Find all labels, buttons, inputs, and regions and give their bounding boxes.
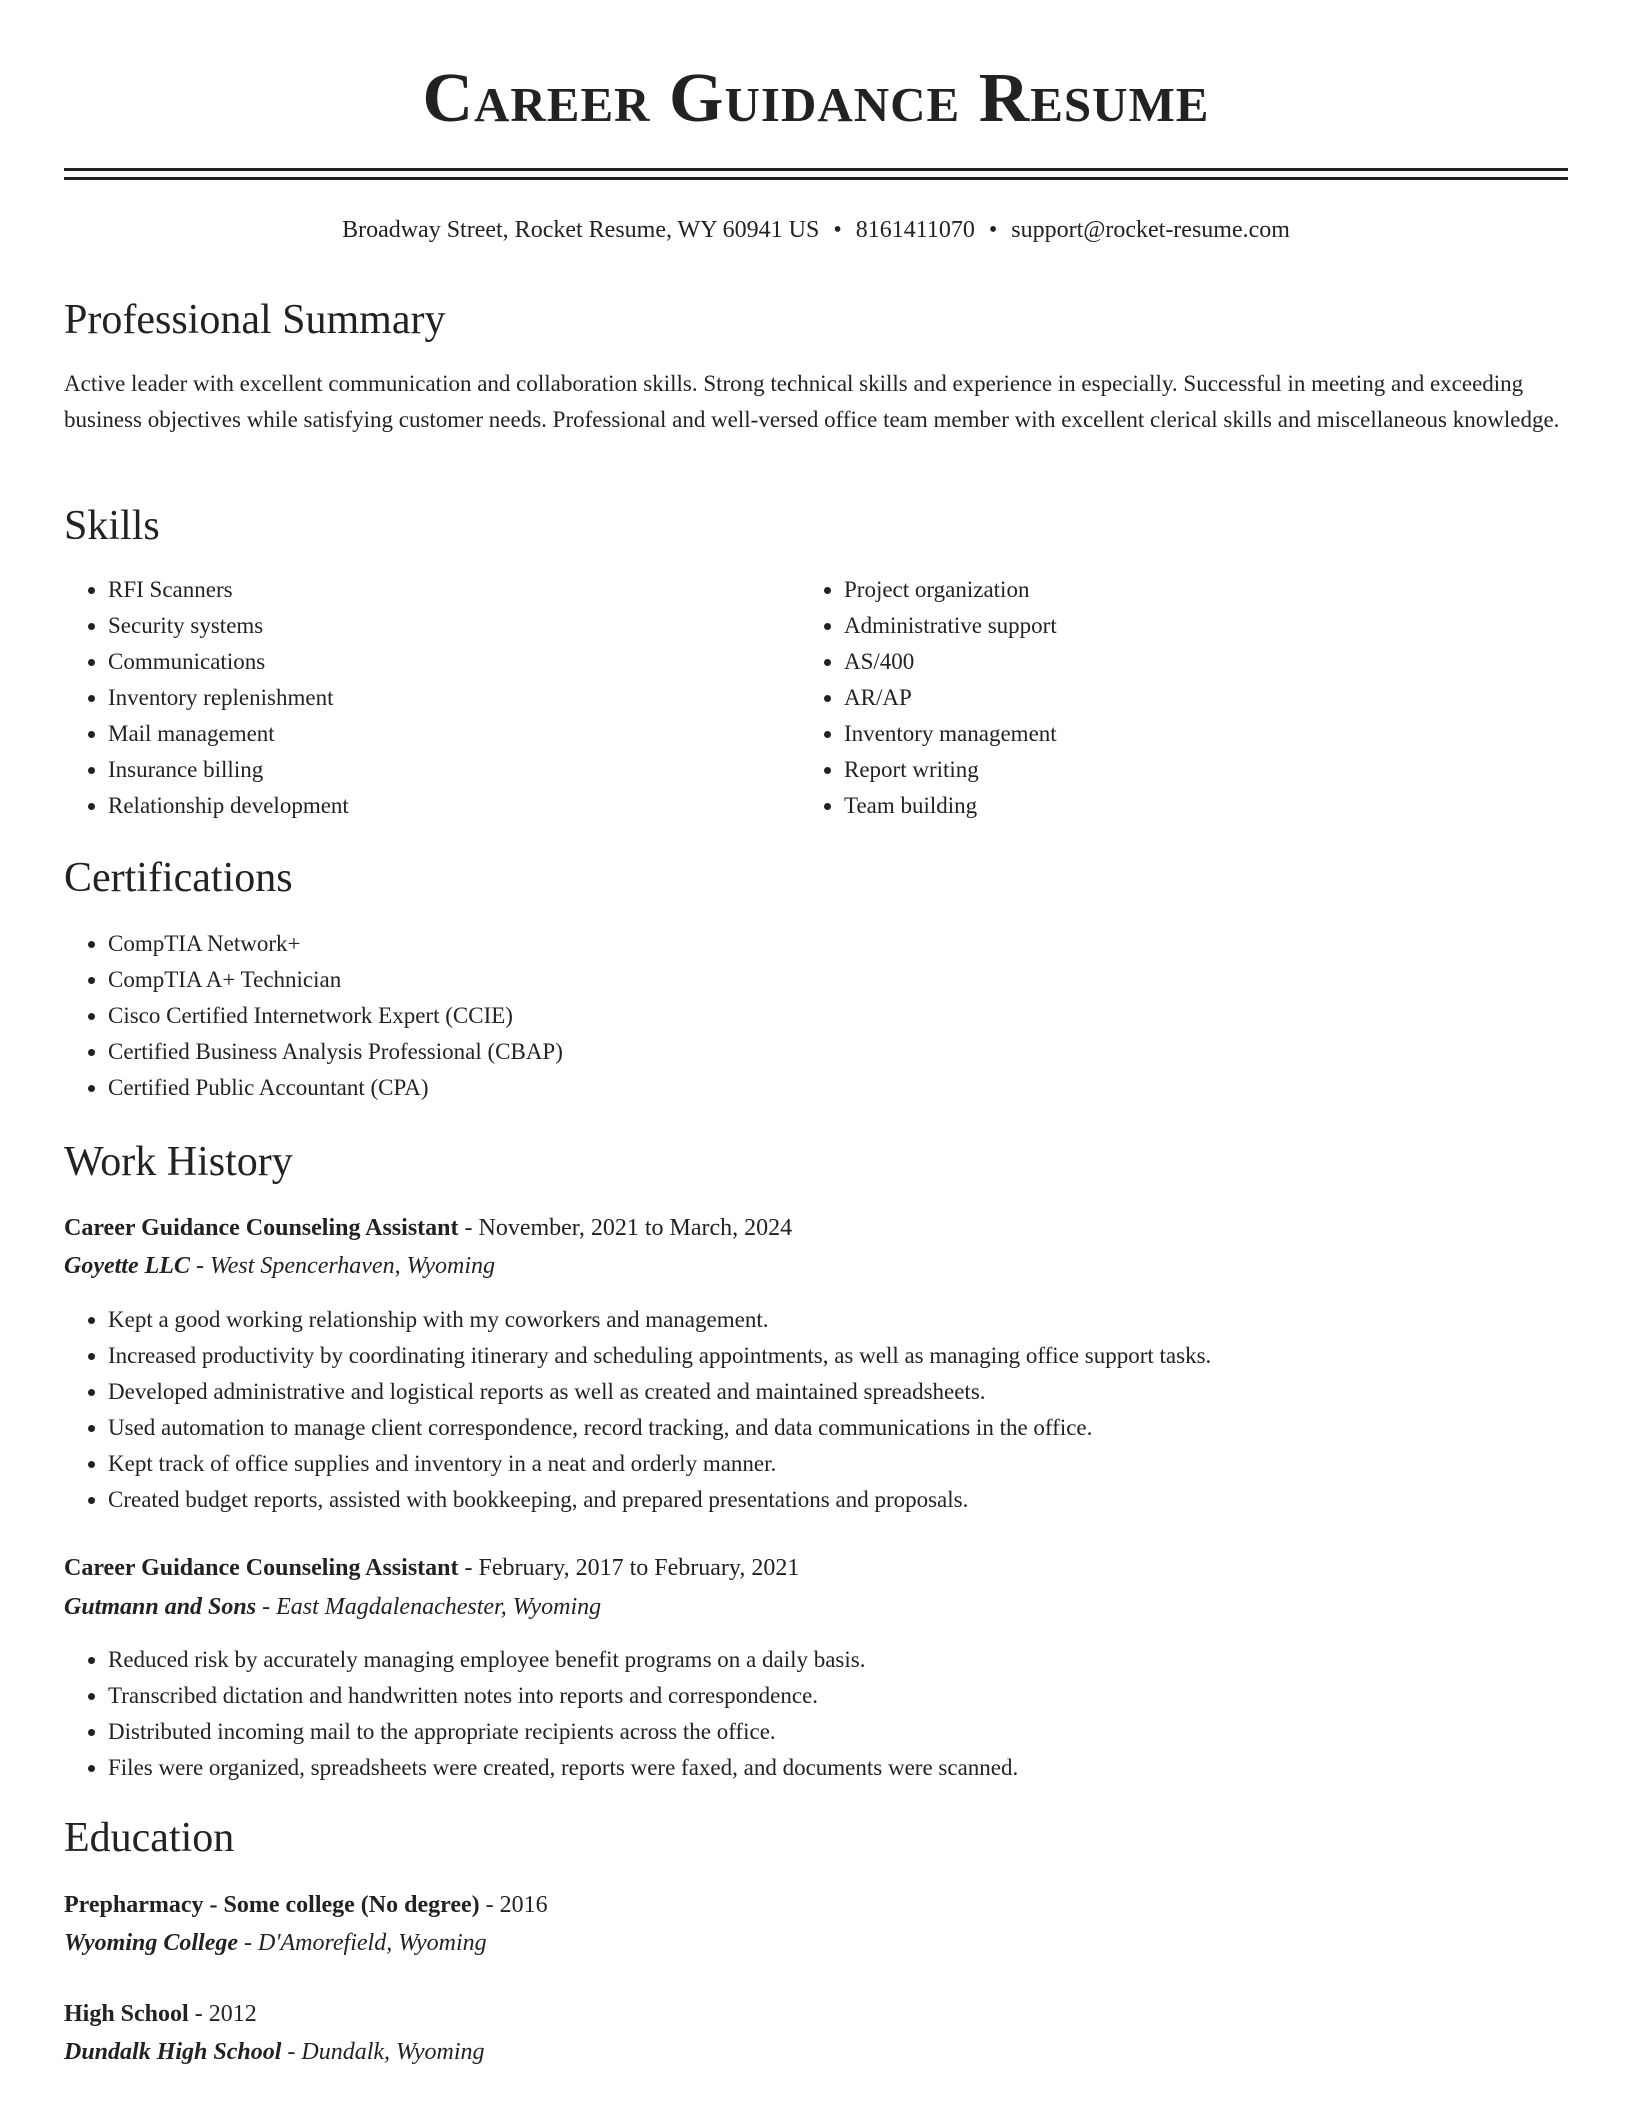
education-school-line: Wyoming College - D'Amorefield, Wyoming — [64, 1930, 487, 1956]
skills-list-right — [800, 572, 1544, 824]
job-title-line: Career Guidance Counseling Assistant - February, 2017 to February, 2021 — [64, 1555, 800, 1581]
skill-item: • Inventory replenishment — [108, 680, 808, 716]
resume-title: Career Guidance Resume — [422, 60, 1210, 137]
job-bullet: • Transcribed dictation and handwritten notes into reports and correspondence. — [108, 1678, 1588, 1714]
job-bullet: • Kept track of office supplies and inventory in a neat and orderly manner. — [108, 1446, 1588, 1482]
work-history-heading: Work History — [64, 1139, 293, 1185]
job-bullet: • Created budget reports, assisted with bookkeeping, and prepared presentations and proposals. — [108, 1482, 1588, 1518]
title-divider-top — [64, 168, 1568, 171]
job-bullet: • Files were organized, spreadsheets were created, reports were faxed, and documents were scanned. — [108, 1750, 1588, 1786]
certification-item: • CompTIA Network+ — [108, 926, 1508, 962]
education-location: Dundalk, Wyoming — [301, 2039, 485, 2065]
education-degree: High School — [64, 2001, 189, 2027]
education-school: Wyoming College — [64, 1930, 238, 1956]
job-company-line: Gutmann and Sons - East Magdalenachester, Wyoming — [64, 1594, 602, 1620]
job-title: Career Guidance Counseling Assistant — [64, 1215, 459, 1241]
skill-item: • Team building — [844, 788, 1544, 824]
contact-phone: 8161411070 — [855, 217, 975, 243]
job-bullet: • Distributed incoming mail to the appropriate recipients across the office. — [108, 1714, 1588, 1750]
job-location: West Spencerhaven, Wyoming — [209, 1253, 496, 1279]
education-degree-line: High School - 2012 — [64, 2001, 257, 2027]
education-year: 2012 — [208, 2001, 257, 2027]
job-company: Goyette LLC — [64, 1253, 190, 1279]
skill-item: • Insurance billing — [108, 752, 808, 788]
certification-item: • CompTIA A+ Technician — [108, 962, 1508, 998]
job-title-line: Career Guidance Counseling Assistant - November, 2021 to March, 2024 — [64, 1215, 793, 1241]
skill-item: • Relationship development — [108, 788, 808, 824]
contact-line — [64, 212, 1568, 248]
contact-address: Broadway Street, Rocket Resume, WY 60941 US — [342, 217, 820, 243]
summary-text: Active leader with excellent communication and collaboration skills. Strong technical skills and experience in especially. Successful in meeting and exceeding business objectives while satisfying customer needs. Professional and well-versed office team member with excellent clerical skills and miscellaneous knowledge. — [64, 371, 1560, 432]
job-dates: November, 2021 to March, 2024 — [478, 1215, 793, 1241]
certification-item: • Cisco Certified Internetwork Expert (CCIE) — [108, 998, 1508, 1034]
education-degree: Prepharmacy - Some college (No degree) — [64, 1892, 480, 1918]
skill-item: • Report writing — [844, 752, 1544, 788]
contact-separator: • — [988, 217, 998, 243]
education-school: Dundalk High School — [64, 2039, 282, 2065]
skill-item: • Communications — [108, 644, 808, 680]
education-school-line: Dundalk High School - Dundalk, Wyoming — [64, 2039, 485, 2065]
certifications-list — [64, 926, 1508, 1106]
skill-item: • AS/400 — [844, 644, 1544, 680]
skill-item: • Inventory management — [844, 716, 1544, 752]
skills-heading: Skills — [64, 503, 160, 549]
job-company: Gutmann and Sons — [64, 1594, 257, 1620]
certifications-heading: Certifications — [64, 855, 293, 901]
certification-item: • Certified Business Analysis Professional (CBAP) — [108, 1034, 1508, 1070]
summary-heading: Professional Summary — [64, 297, 446, 343]
job-title: Career Guidance Counseling Assistant — [64, 1555, 459, 1581]
job-company-line: Goyette LLC - West Spencerhaven, Wyoming — [64, 1253, 496, 1279]
skill-item: • RFI Scanners — [108, 572, 808, 608]
title-divider-bottom — [64, 177, 1568, 180]
job-bullet: • Increased productivity by coordinating itinerary and scheduling appointments, as well as managing office support tasks. — [108, 1338, 1588, 1374]
skills-list-left — [64, 572, 808, 824]
job-location: East Magdalenachester, Wyoming — [276, 1594, 602, 1620]
job-bullet: • Kept a good working relationship with my coworkers and management. — [108, 1302, 1588, 1338]
skill-item: • Administrative support — [844, 608, 1544, 644]
skill-item: • Project organization — [844, 572, 1544, 608]
skill-item: • Mail management — [108, 716, 808, 752]
contact-email[interactable]: support@rocket-resume.com — [1011, 217, 1290, 243]
certification-item: • Certified Public Accountant (CPA) — [108, 1070, 1508, 1106]
job-bullet: • Reduced risk by accurately managing employee benefit programs on a daily basis. — [108, 1642, 1588, 1678]
education-degree-line: Prepharmacy - Some college (No degree) - 2016 — [64, 1892, 548, 1918]
skill-item: • Security systems — [108, 608, 808, 644]
contact-separator: • — [833, 217, 842, 243]
job-bullets — [64, 1302, 1588, 1518]
education-location: D'Amorefield, Wyoming — [258, 1930, 487, 1956]
education-year: 2016 — [499, 1892, 548, 1918]
job-bullets — [64, 1642, 1588, 1786]
skill-item: • AR/AP — [844, 680, 1544, 716]
job-bullet: • Used automation to manage client correspondence, record tracking, and data communications in the office. — [108, 1410, 1588, 1446]
job-bullet: • Developed administrative and logistical reports as well as created and maintained spreadsheets. — [108, 1374, 1588, 1410]
education-heading: Education — [64, 1815, 235, 1861]
job-dates: February, 2017 to February, 2021 — [478, 1555, 800, 1581]
